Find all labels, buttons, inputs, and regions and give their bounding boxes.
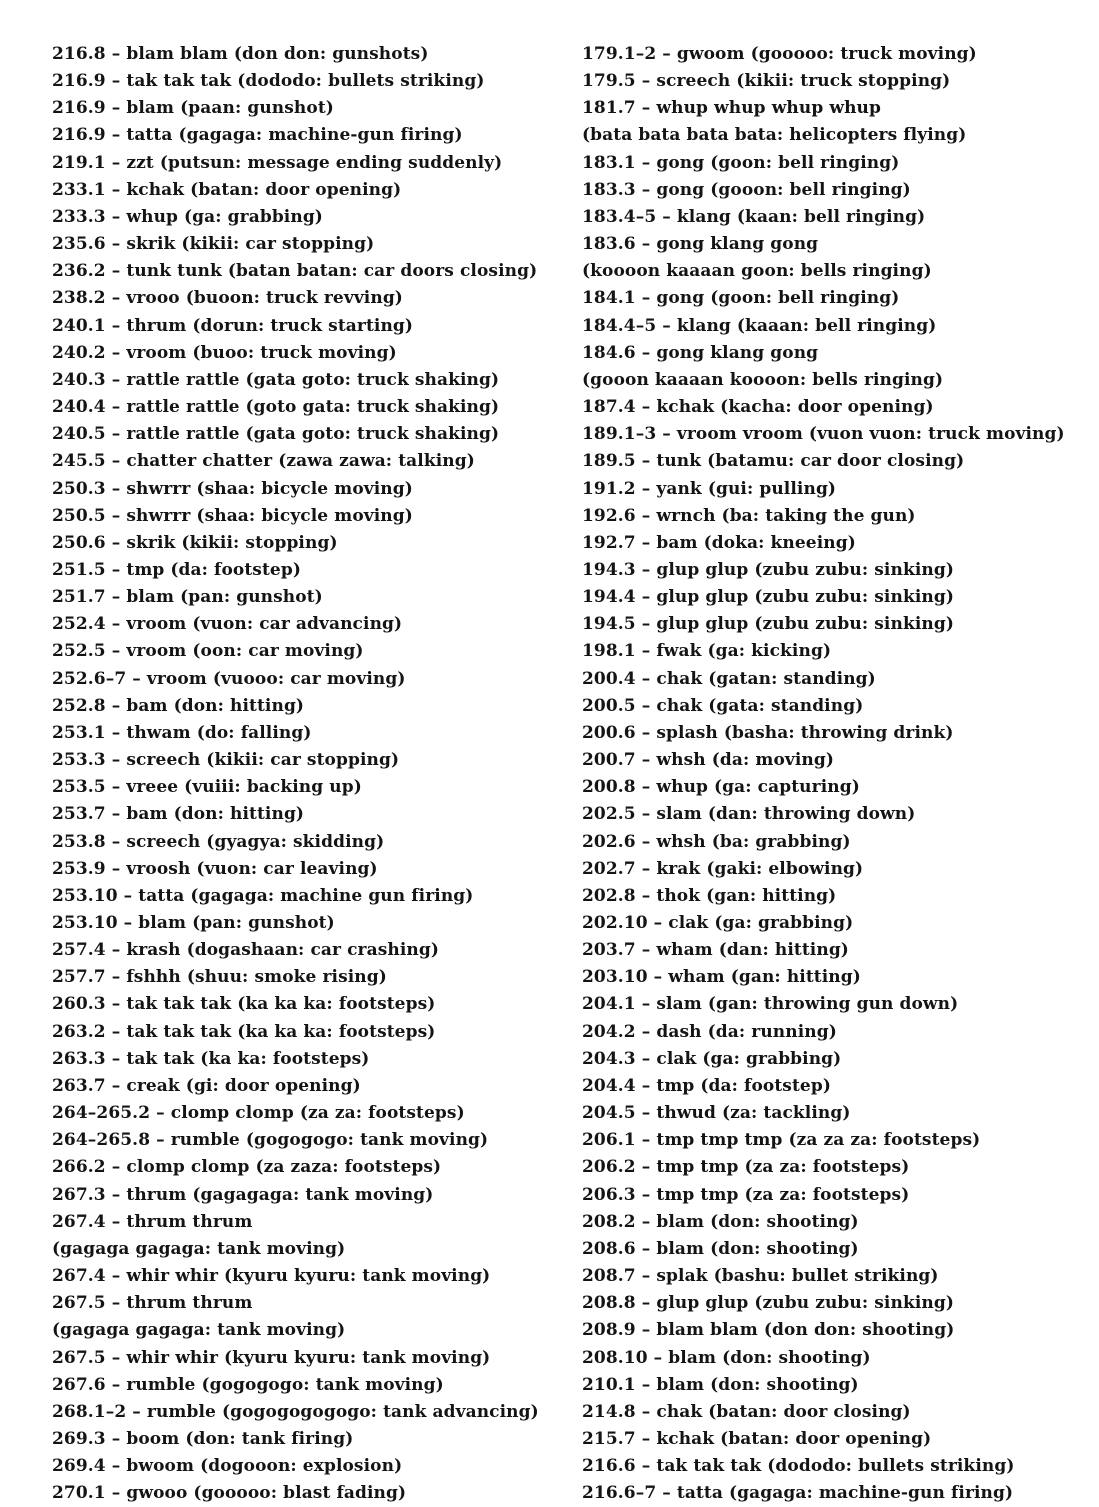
sound-effect-entry: 184.4–5 – klang (kaaan: bell ringing) [582, 315, 937, 336]
sound-effect-entry: 184.6 – gong klang gong [582, 342, 819, 363]
sound-effect-entry: 219.1 – zzt (putsun: message ending suddenly) [52, 152, 503, 173]
sound-effect-entry: 192.6 – wrnch (ba: taking the gun) [582, 505, 916, 526]
sound-effect-entry: 216.9 – blam (paan: gunshot) [52, 98, 334, 119]
sound-effect-entry: 204.2 – dash (da: running) [582, 1021, 837, 1042]
sound-effect-entry: 240.1 – thrum (dorun: truck starting) [52, 315, 414, 336]
sound-effect-entry: 200.8 – whup (ga: capturing) [582, 777, 860, 798]
sound-effect-entry-continuation: (gagaga gagaga: tank moving) [52, 1320, 346, 1341]
sound-effect-entry: 235.6 – skrik (kikii: car stopping) [52, 234, 375, 255]
sound-effect-entry: 194.5 – glup glup (zubu zubu: sinking) [582, 614, 954, 635]
sound-effect-entry: 240.4 – rattle rattle (goto gata: truck shaking) [52, 397, 500, 418]
sound-effect-entry: 240.5 – rattle rattle (gata goto: truck shaking) [52, 424, 500, 445]
sound-effect-entry: 252.5 – vroom (oon: car moving) [52, 641, 364, 662]
sound-effect-entry: 183.1 – gong (goon: bell ringing) [582, 152, 900, 173]
sound-effect-entry: 263.3 – tak tak (ka ka: footsteps) [52, 1048, 370, 1069]
sound-effect-entry: 204.1 – slam (gan: throwing gun down) [582, 994, 959, 1015]
sound-effect-entry: 263.7 – creak (gi: door opening) [52, 1075, 361, 1096]
sound-effect-entry: 251.7 – blam (pan: gunshot) [52, 587, 323, 608]
sound-effect-entry: 208.9 – blam blam (don don: shooting) [582, 1320, 955, 1341]
sound-effect-entry: 263.2 – tak tak tak (ka ka ka: footsteps) [52, 1021, 436, 1042]
left-column [52, 41, 539, 1507]
sound-effect-entry: 206.2 – tmp tmp (za za: footsteps) [582, 1157, 910, 1178]
sound-effect-entry: 204.3 – clak (ga: grabbing) [582, 1048, 842, 1069]
sound-effect-entry: 253.8 – screech (gyagya: skidding) [52, 831, 385, 852]
sound-effect-entry: 267.3 – thrum (gagagaga: tank moving) [52, 1184, 434, 1205]
sound-effect-entry: 181.7 – whup whup whup whup [582, 98, 881, 119]
sound-effect-entry: 266.2 – clomp clomp (za zaza: footsteps) [52, 1157, 442, 1178]
sound-effect-entry: 251.5 – tmp (da: footstep) [52, 559, 301, 580]
sound-effect-entry: 202.6 – whsh (ba: grabbing) [582, 831, 851, 852]
sound-effect-entry: 210.1 – blam (don: shooting) [582, 1374, 859, 1395]
sound-effect-entry: 215.7 – kchak (batan: door opening) [582, 1428, 932, 1449]
sound-effect-entry: 206.1 – tmp tmp tmp (za za za: footsteps) [582, 1130, 981, 1151]
sound-effect-entry: 189.5 – tunk (batamu: car door closing) [582, 451, 965, 472]
sound-effect-entry: 253.10 – blam (pan: gunshot) [52, 913, 335, 933]
sound-effect-entry: 206.3 – tmp tmp (za za: footsteps) [582, 1184, 910, 1205]
sound-effect-entry: 253.5 – vreee (vuiii: backing up) [52, 777, 362, 798]
sound-effect-entry: 194.4 – glup glup (zubu zubu: sinking) [582, 587, 954, 608]
sound-effect-entry-continuation: (gagaga gagaga: tank moving) [52, 1238, 346, 1259]
sound-effect-entry: 194.3 – glup glup (zubu zubu: sinking) [582, 559, 954, 580]
sound-effect-entry: 264–265.2 – clomp clomp (za za: footsteps) [52, 1103, 465, 1124]
sound-effect-entry: 268.1–2 – rumble (gogogogogogo: tank advancing) [52, 1401, 539, 1422]
sound-effect-entry: 269.3 – boom (don: tank firing) [52, 1428, 354, 1449]
sound-effect-entry: 191.2 – yank (gui: pulling) [582, 478, 837, 499]
sound-effect-entry: 240.2 – vroom (buoo: truck moving) [52, 342, 397, 363]
sound-effect-entry: 202.5 – slam (dan: throwing down) [582, 804, 916, 825]
sound-effect-entry: 208.8 – glup glup (zubu zubu: sinking) [582, 1293, 954, 1314]
sound-effect-entry: 208.10 – blam (don: shooting) [582, 1347, 871, 1368]
sound-effect-entry: 200.5 – chak (gata: standing) [582, 695, 864, 716]
sound-effect-entry: 203.10 – wham (gan: hitting) [582, 967, 861, 988]
sound-effect-entry: 208.6 – blam (don: shooting) [582, 1238, 859, 1259]
sound-effect-entry: 260.3 – tak tak tak (ka ka ka: footsteps) [52, 994, 436, 1015]
sound-effect-entry: 216.6–7 – tatta (gagaga: machine-gun firing) [582, 1483, 1014, 1504]
sound-effect-entry: 267.4 – thrum thrum [52, 1211, 253, 1232]
sound-effect-entry: 216.9 – tak tak tak (dododo: bullets striking) [52, 71, 485, 92]
sound-effect-entry: 245.5 – chatter chatter (zawa zawa: talking) [52, 451, 475, 472]
sound-effect-entry: 269.4 – bwoom (dogooon: explosion) [52, 1456, 403, 1477]
sound-effect-entry: 233.1 – kchak (batan: door opening) [52, 179, 402, 200]
sound-effect-entry: 267.6 – rumble (gogogogo: tank moving) [52, 1374, 444, 1395]
sound-effect-entry: 270.1 – gwooo (gooooo: blast fading) [52, 1483, 407, 1504]
sound-effect-entry: 183.3 – gong (gooon: bell ringing) [582, 179, 911, 200]
sound-effect-entry: 267.4 – whir whir (kyuru kyuru: tank moving) [52, 1266, 491, 1287]
sound-effect-entry: 253.9 – vroosh (vuon: car leaving) [52, 858, 378, 879]
sound-effect-entry: 208.2 – blam (don: shooting) [582, 1211, 859, 1232]
sound-effect-entry: 187.4 – kchak (kacha: door opening) [582, 397, 934, 418]
sound-effect-entry: 200.4 – chak (gatan: standing) [582, 668, 876, 689]
sound-effect-entry: 238.2 – vrooo (buoon: truck revving) [52, 288, 403, 309]
sound-effect-entry: 202.8 – thok (gan: hitting) [582, 885, 837, 906]
sound-effect-entry-continuation: (bata bata bata bata: helicopters flying) [582, 125, 967, 146]
sound-effect-entry: 216.6 – tak tak tak (dododo: bullets striking) [582, 1456, 1015, 1477]
sound-effect-entry: 253.3 – screech (kikii: car stopping) [52, 750, 400, 771]
sound-effect-entry: 200.7 – whsh (da: moving) [582, 750, 835, 771]
sound-effect-entry: 267.5 – thrum thrum [52, 1293, 253, 1314]
sound-effect-entry: 179.1–2 – gwoom (gooooo: truck moving) [582, 44, 977, 64]
sound-effect-entry: 192.7 – bam (doka: kneeing) [582, 532, 856, 553]
sound-effect-entry: 264–265.8 – rumble (gogogogo: tank moving) [52, 1130, 489, 1151]
sound-effect-entry: 250.5 – shwrrr (shaa: bicycle moving) [52, 505, 413, 526]
sound-effect-entry: 250.6 – skrik (kikii: stopping) [52, 532, 338, 553]
sound-effect-entry: 203.7 – wham (dan: hitting) [582, 940, 849, 961]
sound-effect-entry: 253.10 – tatta (gagaga: machine gun firing) [52, 885, 474, 906]
sound-effect-entry: 216.8 – blam blam (don don: gunshots) [52, 44, 429, 64]
sound-effect-entry: 202.10 – clak (ga: grabbing) [582, 913, 854, 933]
sound-effect-entry: 252.6–7 – vroom (vuooo: car moving) [52, 668, 406, 689]
sound-effect-entry: 189.1–3 – vroom vroom (vuon vuon: truck moving) [582, 424, 1065, 445]
sound-effect-entry: 202.7 – krak (gaki: elbowing) [582, 858, 864, 879]
sound-effect-entry: 179.5 – screech (kikii: truck stopping) [582, 71, 951, 92]
sound-effect-entry: 214.8 – chak (batan: door closing) [582, 1401, 911, 1422]
sound-effect-entry: 267.5 – whir whir (kyuru kyuru: tank moving) [52, 1347, 491, 1368]
sound-effect-entry: 208.7 – splak (bashu: bullet striking) [582, 1266, 939, 1287]
sound-effect-entry: 200.6 – splash (basha: throwing drink) [582, 722, 954, 743]
sound-effect-entry: 252.4 – vroom (vuon: car advancing) [52, 614, 403, 635]
sound-effect-entry: 253.7 – bam (don: hitting) [52, 804, 305, 825]
sound-effect-entry: 183.6 – gong klang gong [582, 234, 819, 255]
sound-effect-entry: 184.1 – gong (goon: bell ringing) [582, 288, 900, 309]
sound-effect-entry: 216.9 – tatta (gagaga: machine-gun firing) [52, 125, 463, 146]
sound-effect-entry: 257.4 – krash (dogashaan: car crashing) [52, 940, 439, 961]
sound-effect-entry: 198.1 – fwak (ga: kicking) [582, 641, 832, 662]
sound-effect-entry: 250.3 – shwrrr (shaa: bicycle moving) [52, 478, 413, 499]
sound-effect-entry: 233.3 – whup (ga: grabbing) [52, 206, 323, 227]
sound-effect-entry: 183.4–5 – klang (kaan: bell ringing) [582, 206, 926, 227]
sound-effect-entry: 257.7 – fshhh (shuu: smoke rising) [52, 967, 387, 988]
sound-effect-entry: 236.2 – tunk tunk (batan batan: car doors closing) [52, 261, 538, 282]
sound-effect-entry-continuation: (gooon kaaaan koooon: bells ringing) [582, 369, 944, 390]
sound-effect-entry: 253.1 – thwam (do: falling) [52, 722, 312, 743]
sound-effect-entry: 204.4 – tmp (da: footstep) [582, 1075, 831, 1096]
right-column [582, 41, 1065, 1507]
sound-effect-entry-continuation: (koooon kaaaan goon: bells ringing) [582, 261, 932, 282]
sound-effect-entry: 204.5 – thwud (za: tackling) [582, 1103, 851, 1124]
sound-effect-entry: 252.8 – bam (don: hitting) [52, 695, 305, 716]
sound-effect-entry: 240.3 – rattle rattle (gata goto: truck shaking) [52, 369, 500, 390]
